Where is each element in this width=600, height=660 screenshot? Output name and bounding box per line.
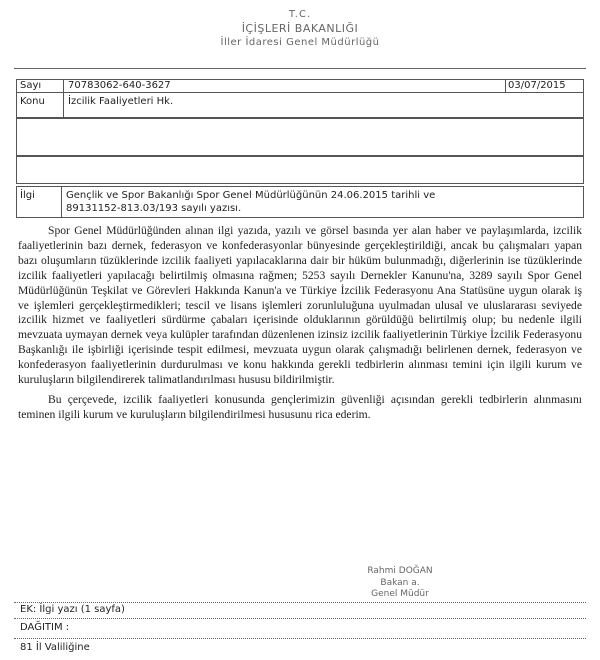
ek-line: EK: İlgi yazı (1 sayfa) xyxy=(20,604,125,615)
document-date: 03/07/2015 xyxy=(508,80,566,91)
letterhead xyxy=(0,0,600,66)
letterhead-ministry: İÇİŞLERİ BAKANLIĞI xyxy=(241,22,359,35)
letterhead-directorate: İller İdaresi Genel Müdürlüğü xyxy=(220,37,380,48)
dagitim-rule xyxy=(14,638,586,639)
signature-block xyxy=(300,566,500,601)
ilgi-line-2: 89131152-813.03/193 sayılı yazısı. xyxy=(66,203,242,214)
konu-label: Konu xyxy=(20,96,45,107)
recipient: 81 İl Valiliğine xyxy=(20,642,90,653)
ilgi-label: İlgi xyxy=(20,190,35,201)
letterhead-tc: T.C. xyxy=(288,9,312,20)
signatory-title-1: Bakan a. xyxy=(380,577,420,588)
blank-band xyxy=(16,118,584,156)
sayi-value: 70783062-640-3627 xyxy=(68,80,171,91)
signatory-name: Rahmi DOĞAN xyxy=(367,566,433,576)
signatory-title-2: Genel Müdür xyxy=(371,589,429,599)
header-rule xyxy=(14,68,586,69)
sayi-label: Sayı xyxy=(20,80,42,91)
konu-value: İzcilik Faaliyetleri Hk. xyxy=(68,96,174,107)
blank-band-2 xyxy=(16,156,584,184)
ek-rule xyxy=(14,618,586,619)
footer-rule xyxy=(14,602,586,603)
ilgi-line-1: Gençlik ve Spor Bakanlığı Spor Genel Müdürlüğünün 24.06.2015 tarihli ve xyxy=(66,190,436,201)
date-divider xyxy=(505,79,506,93)
body-paragraph-1: Spor Genel Müdürlüğünden alınan ilgi yazıda, yazılı ve görsel basında yer alan haber ve paylaşımlarda, izcilik faaliyetlerinin bazı dernek, federasyon ve konfederasyonlar bünyesinde gerçekleştirildiği, ancak bu çalışmaları yapan bazı oluşumların tüzüklerinde izcilik faaliyeti yapılacaklarına dair bir hüküm bulunmadığı, diğerlerinin ise tüzüklerinde izcilik faaliyetleri yapılacağı belirtilmiş olmasına rağmen; 5253 sayılı Dernekler Kanunu'na, 3289 sayılı Spor Genel Müdürlüğünün Teşkilat ve Görevleri Hakkında Kanun'a ve Türkiye İzcilik Federasyonu Ana Statüsüne uygun olarak iş ve işlemleri gerçekleştirmedikleri; tescil ve lisans işlemleri zorunluluğuna uyulmadan ulusal ve uluslararası seviyede izcilik hizmet ve faaliyetleri sürdürme çabaları içerisinde olduklarının görüldüğü belirtilmiş olup; bu nedenle ilgili mevzuata uymayan dernek veya kulüpler tarafından düzenlenen izinsiz izcilik faaliyetlerinin Türkiye İzcilik Federasyonu Başkanlığı ile işbirliği içerisinde tespit edilmesi, mevzuata uygun olarak çalışmadığı belirlenen dernek, federasyon ve konfederasyon faaliyetlerinin durdurulması ve konu hakkında gerekli tedbirlerin alınması temini için ilgili kurum ve kuruluşların bilgilendirerek talimatlandırılması hususu bildirilmiştir. xyxy=(18,224,582,387)
letter-body xyxy=(18,224,582,423)
dagitim-label: DAĞITIM : xyxy=(20,622,70,633)
body-paragraph-2: Bu çerçevede, izcilik faaliyetleri konusunda gençlerimizin güvenliği açısından gerekli tedbirlerin alınmasını teminen ilgili kurum ve kuruluşların bilgilendirilmesi hususunu rica ederim. xyxy=(18,392,582,421)
